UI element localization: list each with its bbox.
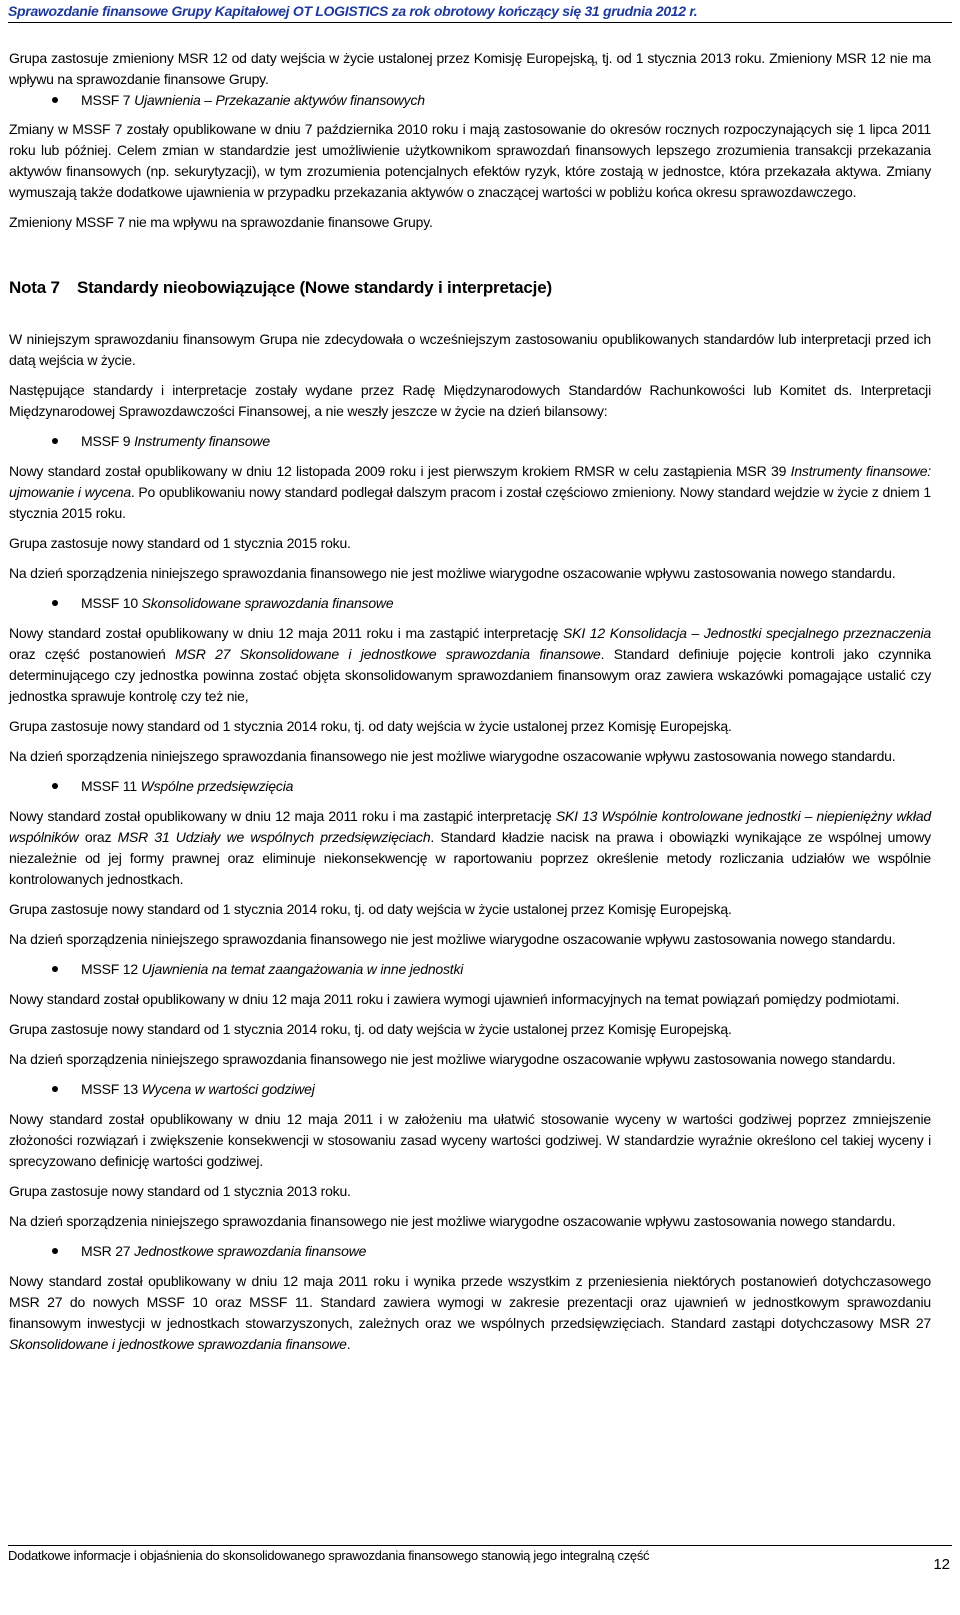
mssf9-apply: Grupa zastosuje nowy standard od 1 stycznia 2015 roku. bbox=[9, 535, 351, 551]
standard-code: MSSF 9 bbox=[81, 433, 135, 449]
bullet-icon bbox=[9, 90, 81, 103]
page-header bbox=[8, 2, 952, 23]
page-content bbox=[9, 48, 931, 1364]
bullet-mssf10 bbox=[9, 593, 931, 614]
mssf13-estimate: Na dzień sporządzenia niniejszego sprawozdania finansowego nie jest możliwe wiarygodne oszacowanie wpływu zastosowania nowego standardu. bbox=[9, 1213, 896, 1229]
standard-title: Wspólne przedsięwzięcia bbox=[140, 778, 294, 794]
bullet-mssf9 bbox=[9, 431, 931, 452]
standard-code: MSR 27 bbox=[81, 1243, 135, 1259]
bullet-icon bbox=[9, 959, 81, 972]
header-title: Sprawozdanie finansowe Grupy Kapitałowej OT LOGISTICS za rok obrotowy kończący się 31 grudnia 2012 r. bbox=[8, 3, 698, 19]
standard-title: Ujawnienia na temat zaangażowania w inne jednostki bbox=[141, 961, 464, 977]
bullet-mssf7 bbox=[9, 90, 931, 111]
mssf10-description: Nowy standard został opublikowany w dniu 12 maja 2011 roku i ma zastąpić interpretację SKI 12 Konsolidacja – Jednostki specjalnego przeznaczenia oraz część postanowień MSR 27 Skonsolidowane i jednostkowe sprawozdania finansowe. Standard definiuje pojęcie kontroli jako czynnika determinującego czy jednostka powinna zostać objęta skonsolidowanym sprawozdaniem finansowym oraz zawiera wskazówki pomagające ustalić czy jednostka sprawuje kontrolę czy też nie, bbox=[9, 625, 931, 704]
standard-code: MSSF 13 bbox=[81, 1081, 142, 1097]
mssf11-estimate: Na dzień sporządzenia niniejszego sprawozdania finansowego nie jest możliwe wiarygodne oszacowanie wpływu zastosowania nowego standardu. bbox=[9, 931, 896, 947]
mssf9-estimate: Na dzień sporządzenia niniejszego sprawozdania finansowego nie jest możliwe wiarygodne oszacowanie wpływu zastosowania nowego standardu. bbox=[9, 565, 896, 581]
mssf11-description: Nowy standard został opublikowany w dniu 12 maja 2011 roku i ma zastąpić interpretację SKI 13 Wspólnie kontrolowane jednostki – niepieniężny wkład wspólników oraz MSR 31 Udziały we wspólnych przedsięwzięciach. Standard kładzie nacisk na prawa i obowiązki wynikające ze wspólnej umowy niezależnie od jej formy prawnej oraz eliminuje niekonsekwencję w raportowaniu poprzez określenie metody rozliczania udziałów we wspólnie kontrolowanych jednostkach. bbox=[9, 808, 931, 887]
intro-paragraph: Grupa zastosuje zmieniony MSR 12 od daty wejścia w życie ustalonej przez Komisję Europejską, tj. od 1 stycznia 2013 roku. Zmieniony MSR 12 nie ma wpływu na sprawozdanie finansowe Grupy. bbox=[9, 50, 931, 87]
msr27-description: Nowy standard został opublikowany w dniu 12 maja 2011 roku i wynika przede wszystkim z przeniesienia niektórych postanowień dotychczasowego MSR 27 do nowych MSSF 10 oraz MSSF 11. Standard zawiera wymogi w zakresie prezentacji oraz ujawnień w jednostkowym sprawozdaniu finansowym inwestycji w jednostkach stowarzyszonych, zależnych oraz we wspólnych przedsięwzięciach. Standard zastąpi dotychczasowy MSR 27 Skonsolidowane i jednostkowe sprawozdania finansowe. bbox=[9, 1273, 931, 1352]
page-number: 12 bbox=[933, 1556, 950, 1573]
bullet-icon bbox=[9, 1079, 81, 1092]
note-paragraph-2: Następujące standardy i interpretacje zostały wydane przez Radę Międzynarodowych Standardów Rachunkowości lub Komitet ds. Interpretacji Międzynarodowej Sprawozdawczości Finansowej, a nie weszły jeszcze w życie na dzień bilansowy: bbox=[9, 382, 931, 419]
mssf9-description: Nowy standard został opublikowany w dniu 12 listopada 2009 roku i jest pierwszym krokiem RMSR w celu zastąpienia MSR 39 Instrumenty finansowe: ujmowanie i wycena. Po opublikowaniu nowy standard podlegał dalszym pracom i został częściowo zmieniony. Nowy standard wejdzie w życie z dniem 1 stycznia 2015 roku. bbox=[9, 463, 931, 521]
footer-text: Dodatkowe informacje i objaśnienia do skonsolidowanego sprawozdania finansowego stanowią jego integralną część bbox=[8, 1548, 650, 1563]
standard-title: Ujawnienia – Przekazanie aktywów finansowych bbox=[134, 92, 425, 108]
standard-title: Instrumenty finansowe bbox=[134, 433, 270, 449]
bullet-icon bbox=[9, 776, 81, 789]
standard-title: Jednostkowe sprawozdania finansowe bbox=[134, 1243, 367, 1259]
standard-title: Wycena w wartości godziwej bbox=[141, 1081, 315, 1097]
mssf13-apply: Grupa zastosuje nowy standard od 1 stycznia 2013 roku. bbox=[9, 1183, 351, 1199]
mssf11-apply: Grupa zastosuje nowy standard od 1 stycznia 2014 roku, tj. od daty wejścia w życie ustalonej przez Komisję Europejską. bbox=[9, 901, 732, 917]
bullet-icon bbox=[9, 1241, 81, 1254]
standard-code: MSSF 10 bbox=[81, 595, 142, 611]
page-footer bbox=[8, 1545, 952, 1606]
mssf12-estimate: Na dzień sporządzenia niniejszego sprawozdania finansowego nie jest możliwe wiarygodne oszacowanie wpływu zastosowania nowego standardu. bbox=[9, 1051, 896, 1067]
standard-code: MSSF 11 bbox=[81, 778, 141, 794]
bullet-mssf11 bbox=[9, 776, 931, 797]
note-paragraph-1: W niniejszym sprawozdaniu finansowym Grupa nie zdecydowała o wcześniejszym zastosowaniu opublikowanych standardów lub interpretacji przed ich datą wejścia w życie. bbox=[9, 331, 931, 368]
standard-title: Skonsolidowane sprawozdania finansowe bbox=[141, 595, 394, 611]
standard-code: MSSF 7 bbox=[81, 92, 135, 108]
mssf7-impact: Zmieniony MSSF 7 nie ma wpływu na sprawozdanie finansowe Grupy. bbox=[9, 214, 433, 230]
bullet-icon bbox=[9, 431, 81, 444]
bullet-mssf12 bbox=[9, 959, 931, 980]
bullet-icon bbox=[9, 593, 81, 606]
mssf7-description: Zmiany w MSSF 7 zostały opublikowane w dniu 7 października 2010 roku i mają zastosowanie do okresów rocznych rozpoczynających się 1 lipca 2011 roku lub później. Celem zmian w standardzie jest umożliwienie użytkownikom sprawozdań finansowych lepszego zrozumienia transakcji przekazania aktywów finansowych (np. sekurytyzacji), w tym zrozumienia potencjalnych efektów ryzyk, które zostają w jednostce, która przekazała aktywa. Zmiany wymuszają także dodatkowe ujawnienia w przypadku przekazania aktywów o znaczącej wartości w pobliżu końca okresu sprawozdawczego. bbox=[9, 121, 931, 200]
note-title: Standardy nieobowiązujące (Nowe standardy i interpretacje) bbox=[77, 278, 552, 297]
mssf13-description: Nowy standard został opublikowany w dniu 12 maja 2011 i w założeniu ma ułatwić stosowanie wyceny w wartości godziwej poprzez zmniejszenie złożoności rozwiązań i zwiększenie konsekwencji w stosowaniu zasad wyceny wartości godziwej. W standardzie wyraźnie określono cel takiej wyceny i sprecyzowano definicję wartości godziwej. bbox=[9, 1111, 931, 1169]
note-number: Nota 7 bbox=[9, 278, 60, 297]
mssf10-estimate: Na dzień sporządzenia niniejszego sprawozdania finansowego nie jest możliwe wiarygodne oszacowanie wpływu zastosowania nowego standardu. bbox=[9, 748, 896, 764]
standard-code: MSSF 12 bbox=[81, 961, 142, 977]
bullet-mssf13 bbox=[9, 1079, 931, 1100]
mssf10-apply: Grupa zastosuje nowy standard od 1 stycznia 2014 roku, tj. od daty wejścia w życie ustalonej przez Komisję Europejską. bbox=[9, 718, 732, 734]
bullet-msr27 bbox=[9, 1241, 931, 1262]
mssf12-apply: Grupa zastosuje nowy standard od 1 stycznia 2014 roku, tj. od daty wejścia w życie ustalonej przez Komisję Europejską. bbox=[9, 1021, 732, 1037]
note-heading bbox=[9, 277, 931, 299]
mssf12-description: Nowy standard został opublikowany w dniu 12 maja 2011 roku i zawiera wymogi ujawnień informacyjnych na temat powiązań pomiędzy podmiotami. bbox=[9, 991, 900, 1007]
